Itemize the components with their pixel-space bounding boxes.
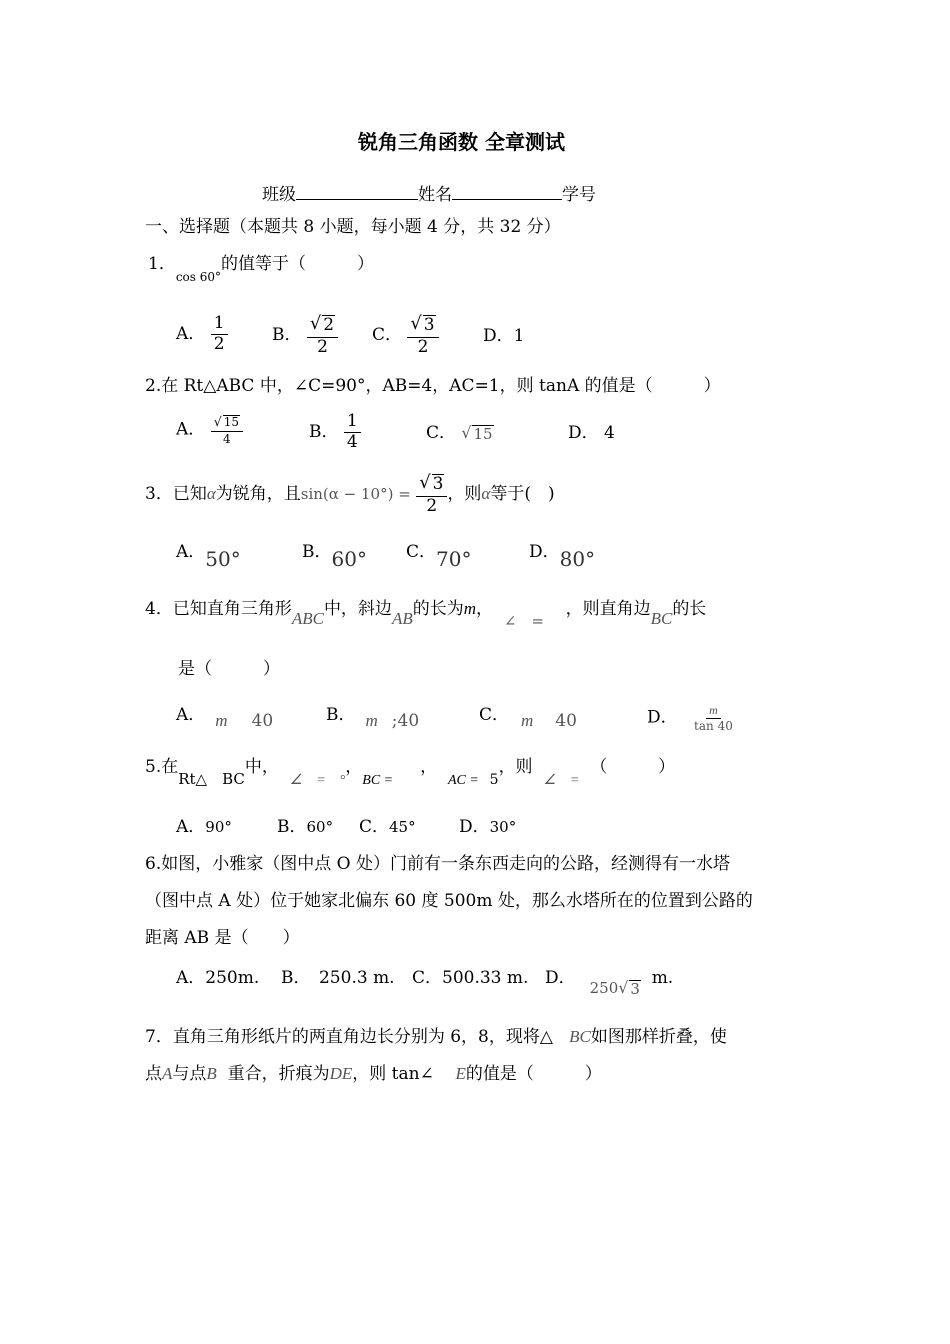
page-title: 锐角三角函数 全章测试 (358, 130, 565, 154)
question-6-line2: （图中点 A 处）位于她家北偏东 60 度 500m 处，那么水塔所在的位置到公路的 (145, 891, 753, 911)
option-value: 1 (513, 326, 525, 346)
q7-text: ，则 tan∠ (352, 1064, 434, 1084)
square-root: √ 2 (309, 313, 335, 335)
option-unit: m. (651, 968, 674, 988)
option-variable: m (365, 711, 378, 730)
option-value: 30° (489, 818, 517, 836)
q4-text: ， (476, 599, 493, 619)
denominator: 2 (213, 333, 225, 354)
q3-option-b[interactable] (302, 540, 367, 571)
question-3-stem (145, 474, 555, 515)
option-value: ;40 (391, 711, 420, 731)
option-label: A． (176, 542, 206, 562)
q3-option-d[interactable] (529, 540, 596, 571)
radicand: 3 (432, 474, 444, 494)
q5-option-b[interactable] (277, 819, 333, 836)
q2-option-b[interactable] (309, 413, 361, 452)
numerator: 1 (344, 413, 361, 433)
denominator: 4 (223, 431, 231, 446)
square-root: √ 15 (213, 414, 239, 429)
option-label: D． (647, 707, 678, 728)
q1-text: 的值等于（ ） (221, 254, 375, 274)
q3-option-c[interactable] (406, 540, 472, 571)
ac-value: 5 (489, 772, 499, 788)
triangle-variable: ABC (291, 609, 324, 628)
radicand: 2 (323, 315, 335, 335)
q5-option-d[interactable] (459, 819, 516, 836)
question-5-stem (145, 757, 676, 788)
square-root: √ 3 (618, 978, 640, 998)
option-label: A． (176, 419, 206, 440)
option-label: D． (545, 968, 576, 988)
option-label: B． (277, 817, 307, 837)
q1-number: 1． (148, 254, 176, 274)
q1-option-a[interactable] (176, 315, 228, 354)
option-label: D． (529, 542, 560, 562)
name-blank[interactable] (452, 183, 562, 200)
fraction (307, 315, 338, 356)
option-expression (590, 979, 641, 997)
q3-text: 已知 (172, 484, 207, 505)
q2-option-c[interactable] (426, 425, 494, 443)
ac-expression: AC = (447, 773, 479, 788)
fraction (416, 474, 447, 515)
q4-text: ，则直角边 (565, 599, 651, 619)
q7-text: 的值是（ ） (465, 1064, 602, 1084)
q1-option-c[interactable] (372, 315, 439, 356)
question-6-line1: 6.如图，小雅家（图中点 O 处）门前有一条东西走向的公路，经测得有一水塔 (145, 854, 730, 874)
q7-text: 重合，折痕为 (227, 1064, 330, 1084)
q5-text: ， (345, 757, 363, 777)
question-1-stem (148, 254, 375, 284)
option-value: 40 (251, 711, 274, 731)
id-label: 学号 (562, 185, 596, 205)
option-value: 60° (306, 818, 334, 836)
q4-option-b[interactable] (326, 705, 420, 731)
class-label: 班级 (262, 185, 296, 205)
q3-expression: sin(α − 10°) = (300, 485, 411, 504)
q5-text: （ ） (590, 757, 676, 777)
radicand: 3 (423, 315, 435, 335)
radicand: 3 (630, 980, 640, 998)
square-root: √ 3 (410, 313, 435, 335)
q6-option-a[interactable]: A．250m. (176, 968, 260, 988)
q3-number: 3． (145, 484, 173, 505)
crease-variable: DE (329, 1064, 353, 1083)
numerator: m (706, 704, 721, 719)
q7-text: 点 (145, 1064, 162, 1084)
name-label: 姓名 (418, 185, 452, 205)
q4-text: 的长为 (412, 599, 464, 619)
q7-text: 与点 (172, 1064, 207, 1084)
q5-text: ， (420, 757, 438, 777)
q3-text: 等于( ) (490, 484, 555, 505)
fraction (211, 415, 243, 445)
option-label: A． (176, 705, 206, 725)
denominator: 2 (317, 336, 328, 357)
hypotenuse-variable: AB (391, 609, 413, 628)
triangle-variable: BC (569, 1027, 591, 1046)
triangle-name: Rt△ BC (178, 770, 245, 788)
option-label: B． (326, 705, 356, 725)
q6-option-b[interactable]: B． 250.3 m. (281, 968, 395, 988)
option-variable: m (215, 711, 228, 730)
q1-option-b[interactable] (272, 315, 338, 356)
q4-text: 已知直角三角形 (172, 599, 292, 619)
q1-option-d[interactable] (483, 328, 524, 345)
denominator: 4 (346, 431, 358, 452)
radicand: 15 (473, 425, 493, 443)
student-info-line (262, 183, 596, 204)
option-value: 70° (436, 547, 472, 571)
q2-option-d[interactable] (568, 425, 615, 442)
q4-text: 中，斜边 (323, 599, 392, 619)
option-value: 4 (604, 423, 615, 443)
leg-variable: BC (650, 609, 673, 628)
option-value: 50° (205, 547, 241, 571)
question-6-line3: 距离 AB 是（ ） (145, 928, 300, 948)
q4-option-c[interactable] (479, 705, 577, 731)
q2-option-a[interactable] (176, 415, 243, 445)
question-7-line2 (145, 1065, 602, 1083)
alpha-symbol: α (481, 484, 491, 504)
option-label: D． (483, 326, 514, 346)
option-value: 45° (389, 818, 416, 836)
q6-option-d[interactable] (545, 968, 674, 998)
bc-expression: BC = (362, 773, 394, 788)
option-label: C． (479, 705, 510, 725)
q5-option-a[interactable] (176, 819, 232, 836)
q4-option-d[interactable] (647, 704, 736, 732)
q4-stem-line2: 是（ ） (178, 659, 280, 679)
q4-option-a[interactable] (176, 705, 274, 731)
question-7-line1 (145, 1028, 727, 1046)
option-label: A． (176, 323, 206, 344)
option-label: C． (359, 817, 390, 837)
q5-text: ，则 (498, 757, 533, 777)
q4-number: 4． (145, 599, 173, 619)
square-root: √ 15 (461, 423, 493, 443)
fraction (691, 704, 736, 732)
q4-text: 的长 (672, 599, 707, 619)
option-value: 90° (205, 818, 232, 836)
q5-text: 5.在 (145, 757, 179, 777)
option-label: C． (406, 542, 437, 562)
angle-expression: ∠ = (543, 773, 580, 788)
section-heading: 一、选择题（本题共 8 小题，每小题 4 分，共 32 分） (145, 217, 561, 237)
option-label: C． (372, 325, 403, 346)
q3-option-a[interactable] (176, 540, 241, 571)
option-label: D． (459, 817, 490, 837)
alpha-symbol: α (206, 484, 216, 504)
question-2-stem: 2.在 Rt△ABC 中，∠C=90°，AB=4，AC=1，则 tanA 的值是（ ） (145, 376, 721, 396)
option-value: 80° (559, 547, 596, 571)
option-variable: m (521, 711, 534, 730)
fraction (211, 315, 228, 354)
length-variable: m (463, 599, 476, 618)
option-label: D． (568, 423, 599, 443)
point-b: B (206, 1064, 217, 1083)
q3-text: ，则 (447, 484, 482, 505)
q1-expression: cos 60° (175, 270, 222, 284)
denominator: 2 (426, 495, 438, 516)
option-value: 40 (555, 711, 577, 731)
q7-text: 如图那样折叠，使 (590, 1027, 727, 1047)
coefficient: 250 (589, 979, 619, 997)
denominator: tan 40 (694, 718, 733, 733)
q5-option-c[interactable] (359, 819, 416, 836)
denominator: 2 (417, 336, 429, 357)
square-root: √ 3 (419, 472, 444, 494)
q7-text: 7．直角三角形纸片的两直角边长分别为 6，8，现将△ (145, 1027, 553, 1047)
option-label: B． (309, 421, 339, 442)
angle-expression: ∠ = (503, 612, 544, 630)
fraction (344, 413, 361, 452)
point-a: A (162, 1064, 173, 1083)
q5-text: 中， (244, 757, 279, 777)
q6-option-c[interactable]: C．500.33 m. (412, 968, 529, 988)
angle-expression: ∠ = ° (289, 773, 346, 788)
radicand: 15 (223, 415, 239, 429)
class-blank[interactable] (296, 183, 418, 200)
option-value: 60° (331, 547, 367, 571)
option-label: C． (426, 423, 457, 443)
option-label: A． (176, 817, 206, 837)
option-label: B． (302, 542, 332, 562)
q3-text: 为锐角，且 (215, 484, 301, 505)
numerator: 1 (211, 315, 228, 335)
option-label: B． (272, 325, 302, 346)
point-e: E (455, 1064, 466, 1083)
question-4-stem (145, 599, 707, 630)
fraction (407, 315, 438, 356)
